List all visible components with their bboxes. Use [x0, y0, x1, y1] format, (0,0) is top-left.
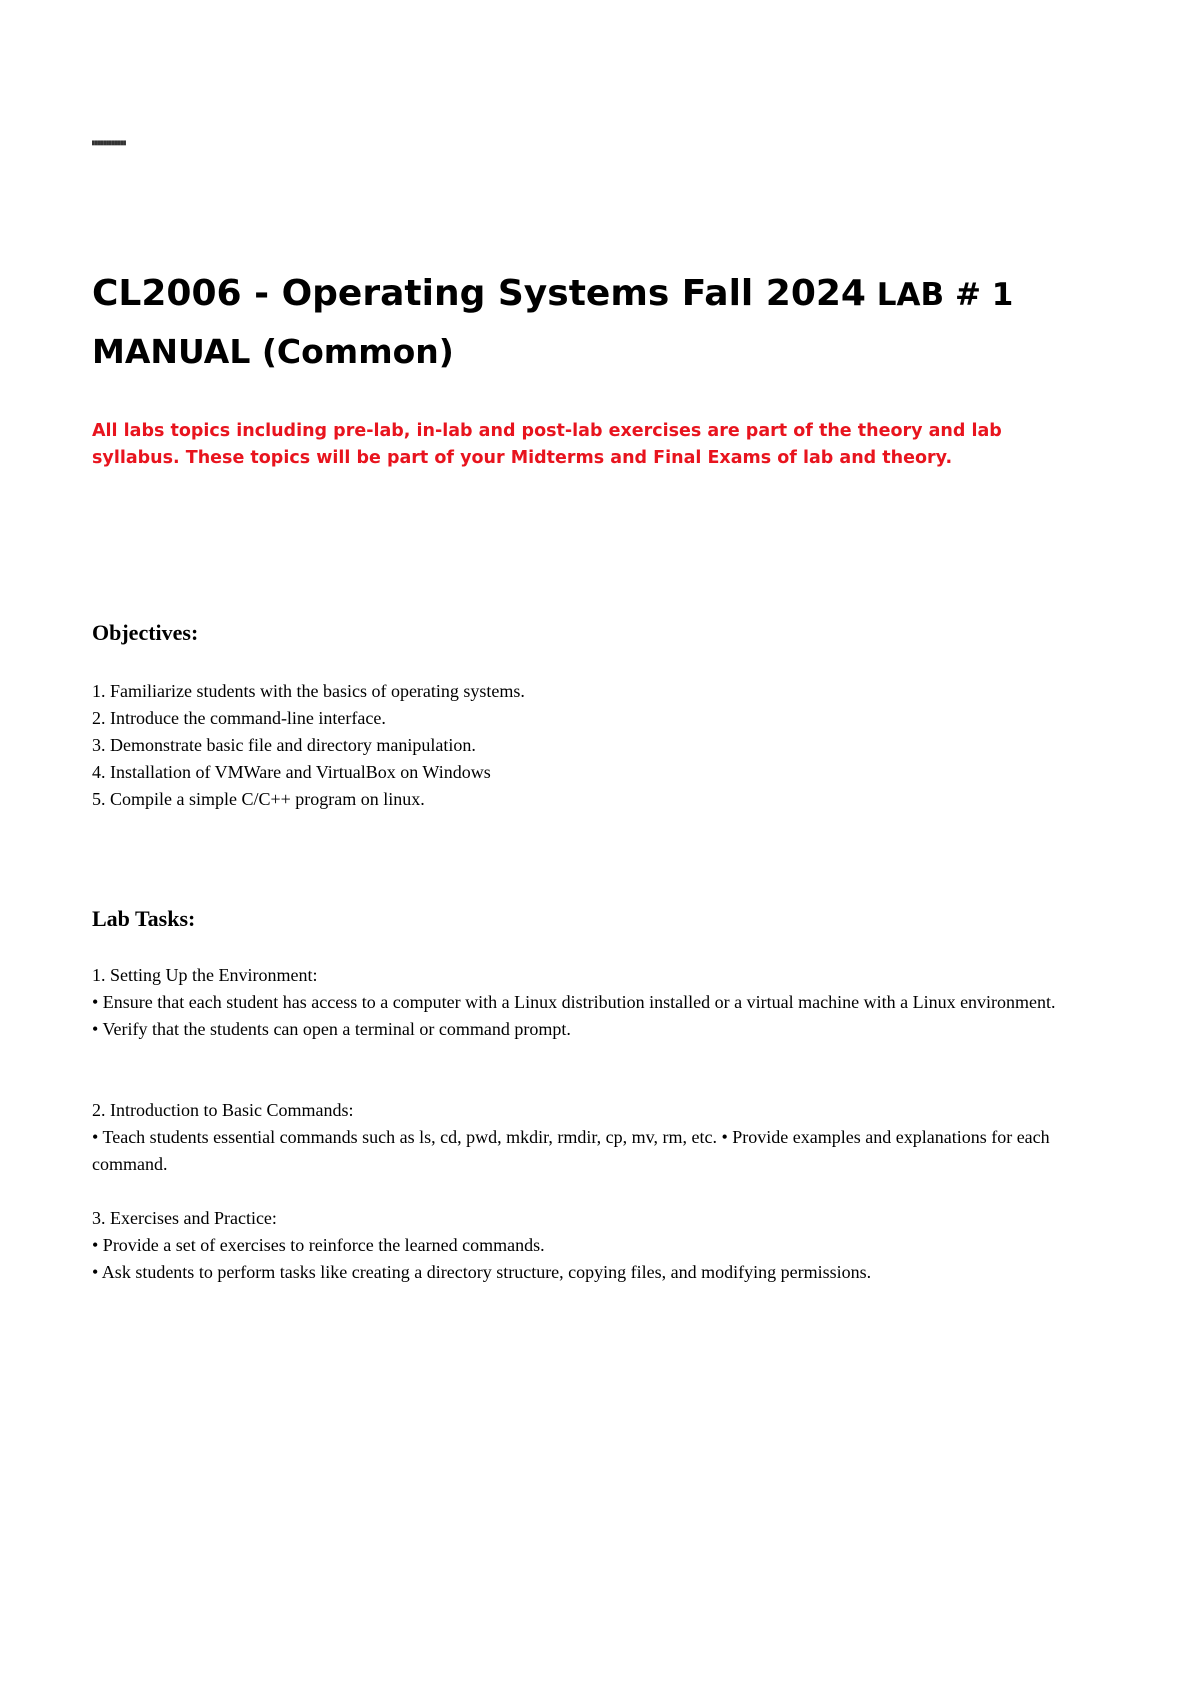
lab-tasks-heading: Lab Tasks:	[92, 906, 196, 931]
lab-task	[92, 962, 1122, 1043]
lab-task	[92, 1205, 1122, 1286]
title-manual: MANUAL (Common)	[92, 332, 454, 371]
objective-item: 4. Installation of VMWare and VirtualBox on Windows	[92, 762, 491, 782]
lab-task-bullet: • Verify that the students can open a terminal or command prompt.	[92, 1019, 571, 1039]
exam-notice: All labs topics including pre-lab, in-lab and post-lab exercises are part of the theory and lab syllabus. These topics will be part of your Midterms and Final Exams of lab and theory.	[92, 421, 1002, 468]
objective-item: 1. Familiarize students with the basics of operating systems.	[92, 681, 525, 701]
lab-task-bullet: • Provide a set of exercises to reinforce the learned commands.	[92, 1235, 545, 1255]
lab-task-title: 1. Setting Up the Environment:	[92, 965, 318, 985]
objective-item: 5. Compile a simple C/C++ program on linux.	[92, 789, 425, 809]
title-lab-number: LAB # 1	[865, 277, 1014, 313]
lab-task-bullet: • Teach students essential commands such as ls, cd, pwd, mkdir, rmdir, cp, mv, rm, etc. • Provide examples and explanations for each command.	[92, 1127, 1050, 1174]
document-title	[92, 268, 1092, 384]
objective-item: 2. Introduce the command-line interface.	[92, 708, 386, 728]
objectives-list	[92, 678, 1122, 813]
lab-task	[92, 1097, 1122, 1178]
lab-task-bullet: • Ensure that each student has access to a computer with a Linux distribution installed or a virtual machine with a Linux environment.	[92, 992, 1056, 1012]
lab-task-bullet: • Ask students to perform tasks like creating a directory structure, copying files, and modifying permissions.	[92, 1262, 872, 1282]
objective-item: 3. Demonstrate basic file and directory manipulation.	[92, 735, 476, 755]
page-header-tiny-text: ████████████	[92, 140, 127, 145]
lab-task-title: 3. Exercises and Practice:	[92, 1208, 277, 1228]
title-course: CL2006 - Operating Systems Fall 2024	[92, 273, 866, 314]
lab-task-title: 2. Introduction to Basic Commands:	[92, 1100, 354, 1120]
objectives-heading: Objectives:	[92, 620, 199, 645]
